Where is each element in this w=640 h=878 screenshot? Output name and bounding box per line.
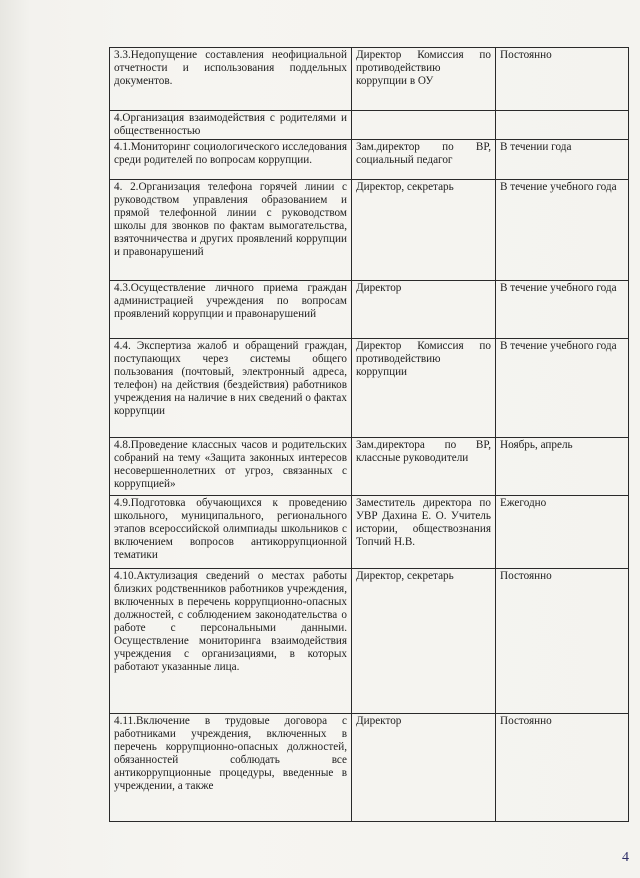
table-row [110,569,629,714]
action-cell: 4.10.Актулизация сведений о местах работы близких родственников работников учреждения, включенных в перечень коррупционно-опасных должностей, с соблюдением законодательства о работе с персональными данными. Осуществление мониторинга взаимодействия учреждения с организациями, в которых работают указанные лица. [110,569,352,714]
table-row [110,339,629,438]
responsible-cell: Зам.директор по ВР, социальный педагог [352,140,496,180]
table-row [110,281,629,339]
action-cell: 4.3.Осуществление личного приема граждан администрацией учреждения по вопросам проявлений коррупции и правонарушений [110,281,352,339]
action-cell: 4.11.Включение в трудовые договора с работниками учреждения, включенных в перечень коррупционно-опасных должностей, обязанностей соблюдать все антикоррупционные процедуры, введенные в учреждении, а также [110,714,352,822]
deadline-cell: Постоянно [496,48,629,111]
anti-corruption-plan-table [109,47,629,822]
table-row [110,48,629,111]
deadline-cell: Постоянно [496,714,629,822]
deadline-cell: Постоянно [496,569,629,714]
deadline-cell: Ежегодно [496,496,629,569]
table-row [110,714,629,822]
responsible-cell: Директор [352,281,496,339]
action-cell: 4.4. Экспертиза жалоб и обращений граждан, поступающих через системы общего пользования (почтовый, электронный адреса, телефон) на действия (бездействия) работников учреждения на наличие в них сведений о фактах коррупции [110,339,352,438]
deadline-cell: В течение учебного года [496,339,629,438]
action-cell: 4.8.Проведение классных часов и родительских собраний на тему «Защита законных интересов несовершеннолетних от угроз, связанных с коррупцией» [110,438,352,496]
action-cell: 3.3.Недопущение составления неофициальной отчетности и использования поддельных документов. [110,48,352,111]
responsible-cell: Директор, секретарь [352,180,496,281]
responsible-cell [352,111,496,140]
deadline-cell: В течение учебного года [496,281,629,339]
deadline-cell [496,111,629,140]
table-row [110,111,629,140]
page-number: 4 [622,850,629,865]
action-cell: 4. 2.Организация телефона горячей линии с руководством управления образованием и прямой телефонной линии с руководством школы для звонков по фактам вымогательства, взяточничества и других проявлений коррупции и правонарушений [110,180,352,281]
deadline-cell: В течение учебного года [496,180,629,281]
responsible-cell: Заместитель директора по УВР Дахина Е. О. Учитель истории, обществознания Топчий Н.В. [352,496,496,569]
action-cell: 4.1.Мониторинг социологического исследования среди родителей по вопросам коррупции. [110,140,352,180]
table-row [110,180,629,281]
table-row [110,496,629,569]
responsible-cell: Директор [352,714,496,822]
table-row [110,140,629,180]
responsible-cell: Директор Комиссия по противодействию коррупции [352,339,496,438]
action-cell: 4.9.Подготовка обучающихся к проведению школьного, муниципального, регионального этапов всероссийской олимпиады школьников с включением вопросов антикоррупционной тематики [110,496,352,569]
deadline-cell: В течении года [496,140,629,180]
responsible-cell: Директор Комиссия по противодействию коррупции в ОУ [352,48,496,111]
responsible-cell: Директор, секретарь [352,569,496,714]
section-heading-cell: 4.Организация взаимодействия с родителями и общественностью [110,111,352,140]
table-row [110,438,629,496]
responsible-cell: Зам.директора по ВР, классные руководители [352,438,496,496]
deadline-cell: Ноябрь, апрель [496,438,629,496]
